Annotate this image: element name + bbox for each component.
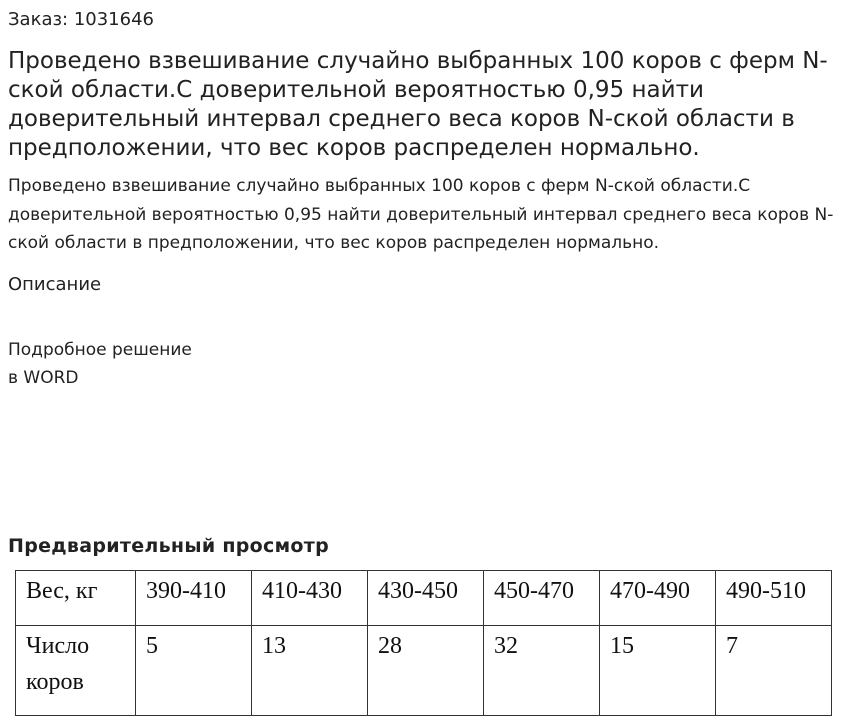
solution-line-2: в WORD — [8, 368, 79, 388]
table-cell: 5 — [136, 626, 252, 716]
table-cell: 28 — [368, 626, 484, 716]
table-cell: 430-450 — [368, 571, 484, 626]
preview-heading: Предварительный просмотр — [8, 535, 329, 557]
table-cell: 450-470 — [484, 571, 600, 626]
table-row — [16, 571, 832, 626]
table-cell: 390-410 — [136, 571, 252, 626]
solution-info — [8, 336, 192, 392]
table-row — [16, 626, 832, 716]
description-label: Описание — [8, 274, 102, 295]
table-row-header: Вес, кг — [16, 571, 136, 626]
preview-image — [15, 570, 831, 716]
row-header-line-2: коров — [26, 669, 84, 695]
table-cell: 7 — [716, 626, 832, 716]
solution-line-1: Подробное решение — [8, 340, 192, 360]
task-description: Проведено взвешивание случайно выбранных 100 коров с ферм N-ской области.С доверительной вероятностью 0,95 найти доверительный интервал среднего веса коров N-ской области в предположении, что вес коров распределен нормально. — [8, 176, 834, 253]
order-number: Заказ: 1031646 — [8, 9, 154, 30]
table-cell: 410-430 — [252, 571, 368, 626]
table-cell: 490-510 — [716, 571, 832, 626]
table-cell: 13 — [252, 626, 368, 716]
table-cell: 15 — [600, 626, 716, 716]
task-title: Проведено взвешивание случайно выбранных 100 коров с ферм N-ской области.С доверительной вероятностью 0,95 найти доверительный интервал среднего веса коров N-ской области в предположении, что вес коров распределен нормально. — [8, 48, 828, 161]
table-cell: 32 — [484, 626, 600, 716]
table-cell: 470-490 — [600, 571, 716, 626]
table-row-header — [16, 626, 136, 716]
row-header-line-1: Число — [26, 633, 90, 659]
weight-table — [15, 570, 832, 716]
